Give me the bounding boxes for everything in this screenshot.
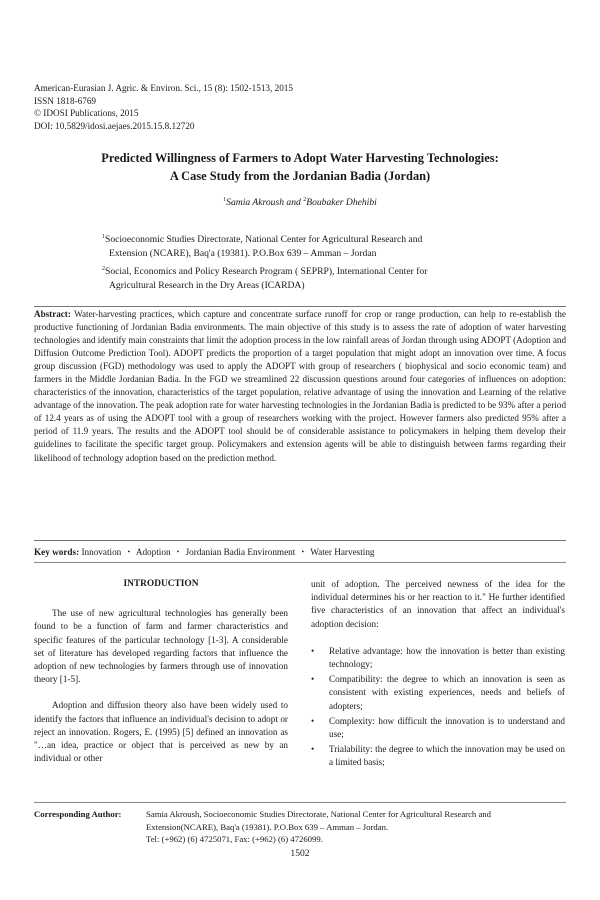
author-list (40, 197, 560, 208)
issn: ISSN 1818-6769 (34, 95, 97, 106)
list-item (311, 645, 565, 671)
body-paragraph: unit of adoption. The perceived newness of the idea for the individual determines his or her reaction to it." He further identified five characteristics of an innovation that affect an individual's adoption decision: (311, 579, 565, 629)
copyright: © IDOSI Publications, 2015 (34, 108, 139, 119)
bullet-icon: • (311, 744, 315, 755)
affiliation (102, 263, 522, 292)
doi: DOI: 10.5829/idosi.aejaes.2015.15.8.12720 (34, 120, 195, 131)
affiliation-line: Extension (NCARE), Baq'a (19381). P.O.Box 639 – Amman – Jordan (109, 247, 377, 259)
keyword-separator: • (127, 548, 131, 556)
author-conjunction: and (284, 197, 304, 209)
corresponding-author-line: Extension(NCARE), Baq'a (19381). P.O.Box 639 – Amman – Jordan. (146, 821, 389, 832)
journal-citation: American-Eurasian J. Agric. & Environ. Sci., 15 (8): 1502-1513, 2015 (34, 83, 293, 93)
keyword: Adoption (135, 547, 171, 557)
corresponding-author-details (146, 808, 566, 846)
left-column (34, 578, 288, 765)
bullet-icon: • (311, 645, 315, 656)
keywords-divider (34, 562, 566, 563)
keyword: Innovation (81, 547, 122, 557)
author-name: Boubaker Dhehibi (306, 197, 377, 209)
affiliation-line: Social, Economics and Policy Research Program ( SEPRP), International Center for (105, 266, 428, 278)
list-item-text: Trialability: the degree to which the innovation may be used on a limited basis; (329, 744, 565, 768)
paper-title (40, 149, 560, 185)
bullet-icon: • (311, 715, 315, 726)
title-line: Predicted Willingness of Farmers to Adopt Water Harvesting Technologies: (101, 151, 499, 165)
abstract (34, 308, 566, 465)
author-superscript: 2 (303, 197, 307, 203)
bullet-list (311, 645, 565, 770)
list-item-text: Complexity: how difficult the innovation is to understand and use; (329, 715, 565, 740)
title-line: A Case Study from the Jordanian Badia (Jordan) (169, 169, 431, 183)
list-item-text: Compatibility: the degree to which an innovation is seen as consistent with existing experiences, needs and beliefs of adopters; (329, 674, 565, 711)
abstract-label: Abstract: (34, 309, 71, 319)
keyword: Water Harvesting (310, 547, 375, 557)
right-column (311, 578, 565, 772)
affiliation (102, 231, 522, 260)
keyword-separator: • (176, 548, 180, 556)
page-number: 1502 (290, 848, 310, 859)
author-name: Samia Akroush (226, 197, 285, 209)
list-item-text: Relative advantage: how the innovation is better than existing technology; (329, 645, 565, 670)
journal-header (34, 82, 293, 132)
keyword: Jordanian Badia Environment (185, 547, 296, 557)
author-superscript: 1 (223, 197, 227, 203)
keyword-separator: • (301, 548, 305, 556)
affiliation-superscript: 2 (102, 266, 105, 272)
affiliation-line: Agricultural Research in the Dry Areas (ICARDA) (109, 279, 305, 291)
corresponding-author-label: Corresponding Author: (34, 809, 122, 819)
keywords (34, 547, 566, 557)
list-item (311, 743, 565, 769)
abstract-text: Water-harvesting practices, which capture and concentrate surface runoff for crop or range production, can help to re-establish the productive functioning of Jordanian Badia environments. The main objective of this study is to assess the rate of adoption of water harvesting technologies and identify main constraints that limit the adoption process in the low rainfall areas of Jordan through using ADOPT (Adoption and Diffusion Outcome Prediction Tool). ADOPT predicts the proportion of a target population that might adopt an innovation over time. A focus group discussion (FGD) methodology was used to apply the ADOPT with group of researchers ( biophysical and socio economic team) and farmers in the Middle Jordanian Badia. In the FGD we streamlined 22 discussion questions around four categories of influences on adoption: characteristics of the innovation, characteristics of the target population, relative advantage of using the innovation and Learning of the relative advantage of the innovation. The peak adoption rate for water harvesting technologies in the Jordanian Badia is predicted to be 93% after a period of 12.4 years as of using the ADOPT tool with a group of researchers working with the project. However farmers also predicted 95% after a period of 11.9 years. The results and the ADOPT tool should be of considerable assistance to policymakers in helping them develop their guidelines to facilitate the specific target group. Policymakers and extension agents will be able to distinguish between farms regarding their likelihood of technology adoption based on the prediction method. (34, 309, 566, 463)
corresponding-author-line: Tel: (+962) (6) 4725071, Fax: (+962) (6) 4726099. (146, 834, 323, 845)
body-paragraph: The use of new agricultural technologies has generally been found to be a function of farm and farmer characteristics and specific features of the particular technology [1-3]. A considerable set of literature has developed regarding factors that influence the adoption of new technologies by farmers through use of innovation theory [1-5]. (34, 608, 288, 685)
corresponding-author-line: Samia Akroush, Socioeconomic Studies Directorate, National Center for Agricultural Research and (146, 809, 491, 819)
affiliation-superscript: 1 (102, 234, 105, 240)
list-item (311, 673, 565, 713)
keywords-label: Key words: (34, 547, 80, 557)
footer-divider (34, 802, 566, 803)
body-paragraph: Adoption and diffusion theory also have been widely used to identify the factors that influence an individual's decision to adopt or reject an innovation. Rogers, E. (1995) [5] defined an innovation as "…an idea, practice or object that is perceived as new by an individual or other (34, 700, 288, 764)
affiliation-line: Socioeconomic Studies Directorate, National Center for Agricultural Research and (105, 234, 423, 246)
bullet-icon: • (311, 674, 315, 685)
list-item (311, 715, 565, 741)
section-heading: INTRODUCTION (123, 579, 199, 589)
